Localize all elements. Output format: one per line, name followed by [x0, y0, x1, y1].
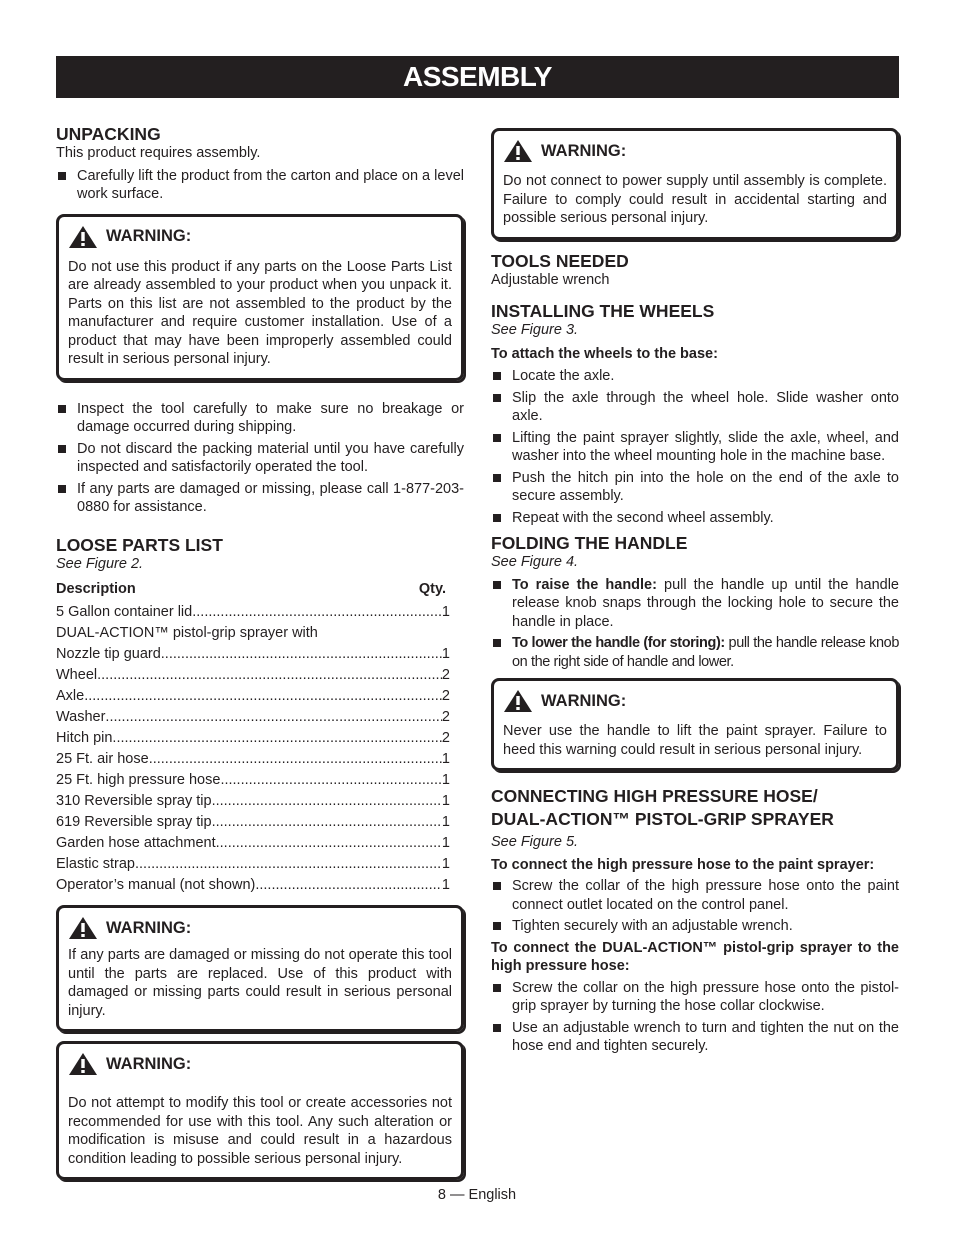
part-name: Wheel	[56, 667, 98, 683]
part-row	[56, 791, 450, 812]
part-row	[56, 623, 450, 644]
wheels-steps	[491, 367, 899, 527]
parts-table-header	[56, 579, 446, 599]
see-figure-2: See Figure 2.	[56, 555, 144, 572]
leader-dots	[220, 770, 441, 791]
leader-dots	[97, 665, 442, 686]
part-row	[56, 644, 450, 665]
warning-label: WARNING:	[106, 1054, 192, 1073]
leader-dots	[216, 833, 442, 854]
warning-text: If any parts are damaged or missing do not operate this tool until the parts are replaced. Use of this product with damaged or missing parts could result in serious personal injury.	[68, 947, 452, 1019]
list-item: Carefully lift the product from the carton and place on a level work surface.	[56, 167, 464, 204]
part-qty: 1	[441, 877, 450, 893]
part-name: 5 Gallon container lid	[56, 604, 193, 620]
part-row	[56, 749, 450, 770]
part-qty: 1	[441, 814, 450, 830]
part-name: 25 Ft. air hose	[56, 751, 149, 767]
part-name: Axle	[56, 688, 85, 704]
part-name: Hitch pin	[56, 730, 113, 746]
part-name: Elastic strap	[56, 856, 135, 872]
unpacking-intro: This product requires assembly.	[56, 145, 261, 161]
warning-triangle-icon	[68, 1052, 98, 1076]
warning-box-handle	[491, 678, 899, 771]
leader-dots	[255, 875, 442, 896]
leader-dots	[84, 686, 442, 707]
part-row	[56, 854, 450, 875]
leader-dots	[135, 854, 442, 875]
list-item: Do not discard the packing material until you have carefully inspected and satisfactorily operated the tool.	[56, 440, 464, 477]
part-qty: 2	[441, 709, 450, 725]
part-qty: 1	[441, 646, 450, 662]
part-name: 310 Reversible spray tip	[56, 793, 212, 809]
connecting-hose-heading	[491, 785, 899, 831]
warning-text: Do not use this product if any parts on the Loose Parts List are already assembled to your product when you unpack it. Parts on this list are not assembled to the product by the manufacturer and require customer installation. Use of a product that may have been improperly assembled could result in serious personal injury.	[68, 258, 452, 367]
list-item	[491, 634, 899, 671]
list-item: Inspect the tool carefully to make sure no breakage or damage occurred during shipping.	[56, 400, 464, 437]
warning-header	[68, 225, 452, 249]
left-column	[56, 124, 464, 1180]
see-figure-5: See Figure 5.	[491, 834, 579, 850]
list-item	[491, 576, 899, 632]
raise-label: To raise the handle:	[512, 576, 657, 593]
part-row	[56, 728, 450, 749]
hose-subheading-2: To connect the DUAL-ACTION™ pistol-grip sprayer to the high pressure hose:	[491, 939, 899, 974]
leader-dots	[149, 749, 442, 770]
warning-header	[68, 916, 452, 940]
warning-triangle-icon	[68, 916, 98, 940]
list-item: Lifting the paint sprayer slightly, slide the axle, wheel, and washer into the wheel mounting hole in the machine base.	[491, 429, 899, 466]
warning-text: Do not connect to power supply until assembly is complete. Failure to comply could result in accidental starting and possible serious personal injury.	[503, 173, 887, 226]
list-item: Slip the axle through the wheel hole. Slide washer onto axle.	[491, 389, 899, 426]
list-item: Screw the collar on the high pressure hose onto the pistol-grip sprayer by turning the hose collar clockwise.	[491, 979, 899, 1016]
leader-dots	[192, 602, 442, 623]
installing-wheels-heading: INSTALLING THE WHEELS	[491, 301, 715, 321]
warning-label: WARNING:	[541, 141, 627, 160]
warning-box-power	[491, 128, 899, 240]
part-row	[56, 833, 450, 854]
part-row	[56, 665, 450, 686]
warning-box-missing-parts	[56, 905, 464, 1032]
leader-dots	[161, 644, 442, 665]
warning-label: WARNING:	[541, 691, 627, 710]
heading-line-1: CONNECTING HIGH PRESSURE HOSE/	[491, 786, 818, 806]
list-item: Push the hitch pin into the hole on the end of the axle to secure assembly.	[491, 469, 899, 506]
part-row	[56, 707, 450, 728]
part-row	[56, 875, 450, 896]
leader-dots	[212, 812, 442, 833]
right-column	[491, 128, 899, 1059]
unpacking-heading: UNPACKING	[56, 124, 161, 144]
lower-label: To lower the handle (for storing):	[512, 635, 725, 651]
part-qty: 1	[441, 793, 450, 809]
warning-header	[503, 689, 887, 713]
wheels-subheading: To attach the wheels to the base:	[491, 345, 718, 362]
list-item: If any parts are damaged or missing, please call 1-877-203-0880 for assistance.	[56, 480, 464, 517]
part-name: Nozzle tip guard	[56, 646, 161, 662]
hose-steps-1	[491, 877, 899, 936]
part-row	[56, 770, 450, 791]
warning-triangle-icon	[503, 139, 533, 163]
part-row	[56, 686, 450, 707]
warning-triangle-icon	[503, 689, 533, 713]
leader-dots	[212, 791, 442, 812]
tools-needed-text: Adjustable wrench	[491, 271, 610, 288]
folding-handle-heading: FOLDING THE HANDLE	[491, 533, 688, 553]
part-qty: 2	[441, 730, 450, 746]
leader-dots	[105, 707, 442, 728]
loose-parts-heading: LOOSE PARTS LIST	[56, 534, 223, 555]
hose-steps-2	[491, 979, 899, 1056]
see-figure-4: See Figure 4.	[491, 554, 579, 570]
warning-text: Never use the handle to lift the paint sprayer. Failure to heed this warning could result in serious personal injury.	[503, 723, 887, 758]
part-name: Washer	[56, 709, 106, 725]
parts-list	[56, 602, 450, 896]
hose-subheading-1: To connect the high pressure hose to the paint sprayer:	[491, 856, 875, 873]
col-qty: Qty.	[418, 581, 446, 597]
leader-dots	[112, 728, 442, 749]
lower-text: pull the handle release knob on the right side of handle and lower.	[512, 635, 899, 670]
tools-needed-heading: TOOLS NEEDED	[491, 250, 629, 271]
part-qty: 2	[441, 667, 450, 683]
warning-box-modify	[56, 1041, 464, 1180]
part-row	[56, 602, 450, 623]
part-name: Operator’s manual (not shown)	[56, 877, 256, 893]
warning-box-unpacking	[56, 214, 464, 381]
col-description: Description	[56, 581, 136, 597]
unpacking-list	[56, 167, 464, 204]
list-item: Screw the collar of the high pressure hose onto the paint connect outlet located on the control panel.	[491, 877, 899, 914]
warning-text: Do not attempt to modify this tool or create accessories not recommended for use with this tool. Any such alteration or modification is misuse and could result in a hazardous condition leading to possible serious personal injury.	[68, 1095, 452, 1167]
warning-label: WARNING:	[106, 918, 192, 937]
handle-steps	[491, 576, 899, 672]
part-qty: 1	[441, 604, 450, 620]
page-title: ASSEMBLY	[56, 56, 899, 98]
heading-line-2: DUAL-ACTION™ PISTOL-GRIP SPRAYER	[491, 809, 834, 829]
part-name: 25 Ft. high pressure hose	[56, 772, 221, 788]
part-qty: 1	[441, 835, 450, 851]
warning-label: WARNING:	[106, 227, 192, 245]
inspect-list	[56, 400, 464, 517]
part-name: DUAL-ACTION™ pistol-grip sprayer with	[56, 625, 318, 641]
part-name: Garden hose attachment	[56, 835, 216, 851]
part-qty: 1	[441, 751, 450, 767]
part-qty: 1	[441, 856, 450, 872]
warning-triangle-icon	[68, 225, 98, 249]
warning-header	[68, 1052, 452, 1076]
list-item: Use an adjustable wrench to turn and tighten the nut on the hose end and tighten securely.	[491, 1019, 899, 1056]
part-row	[56, 812, 450, 833]
list-item: Tighten securely with an adjustable wrench.	[491, 917, 899, 936]
part-name: 619 Reversible spray tip	[56, 814, 212, 830]
warning-header	[503, 139, 887, 163]
see-figure-3: See Figure 3.	[491, 322, 579, 338]
page-footer: 8 — English	[437, 1187, 517, 1203]
raise-text: pull the handle up until the handle release knob snaps through the locking hole to secure the handle in place.	[512, 576, 899, 630]
part-qty: 1	[441, 772, 450, 788]
part-qty: 2	[441, 688, 450, 704]
list-item: Repeat with the second wheel assembly.	[491, 509, 899, 528]
list-item: Locate the axle.	[491, 367, 899, 386]
